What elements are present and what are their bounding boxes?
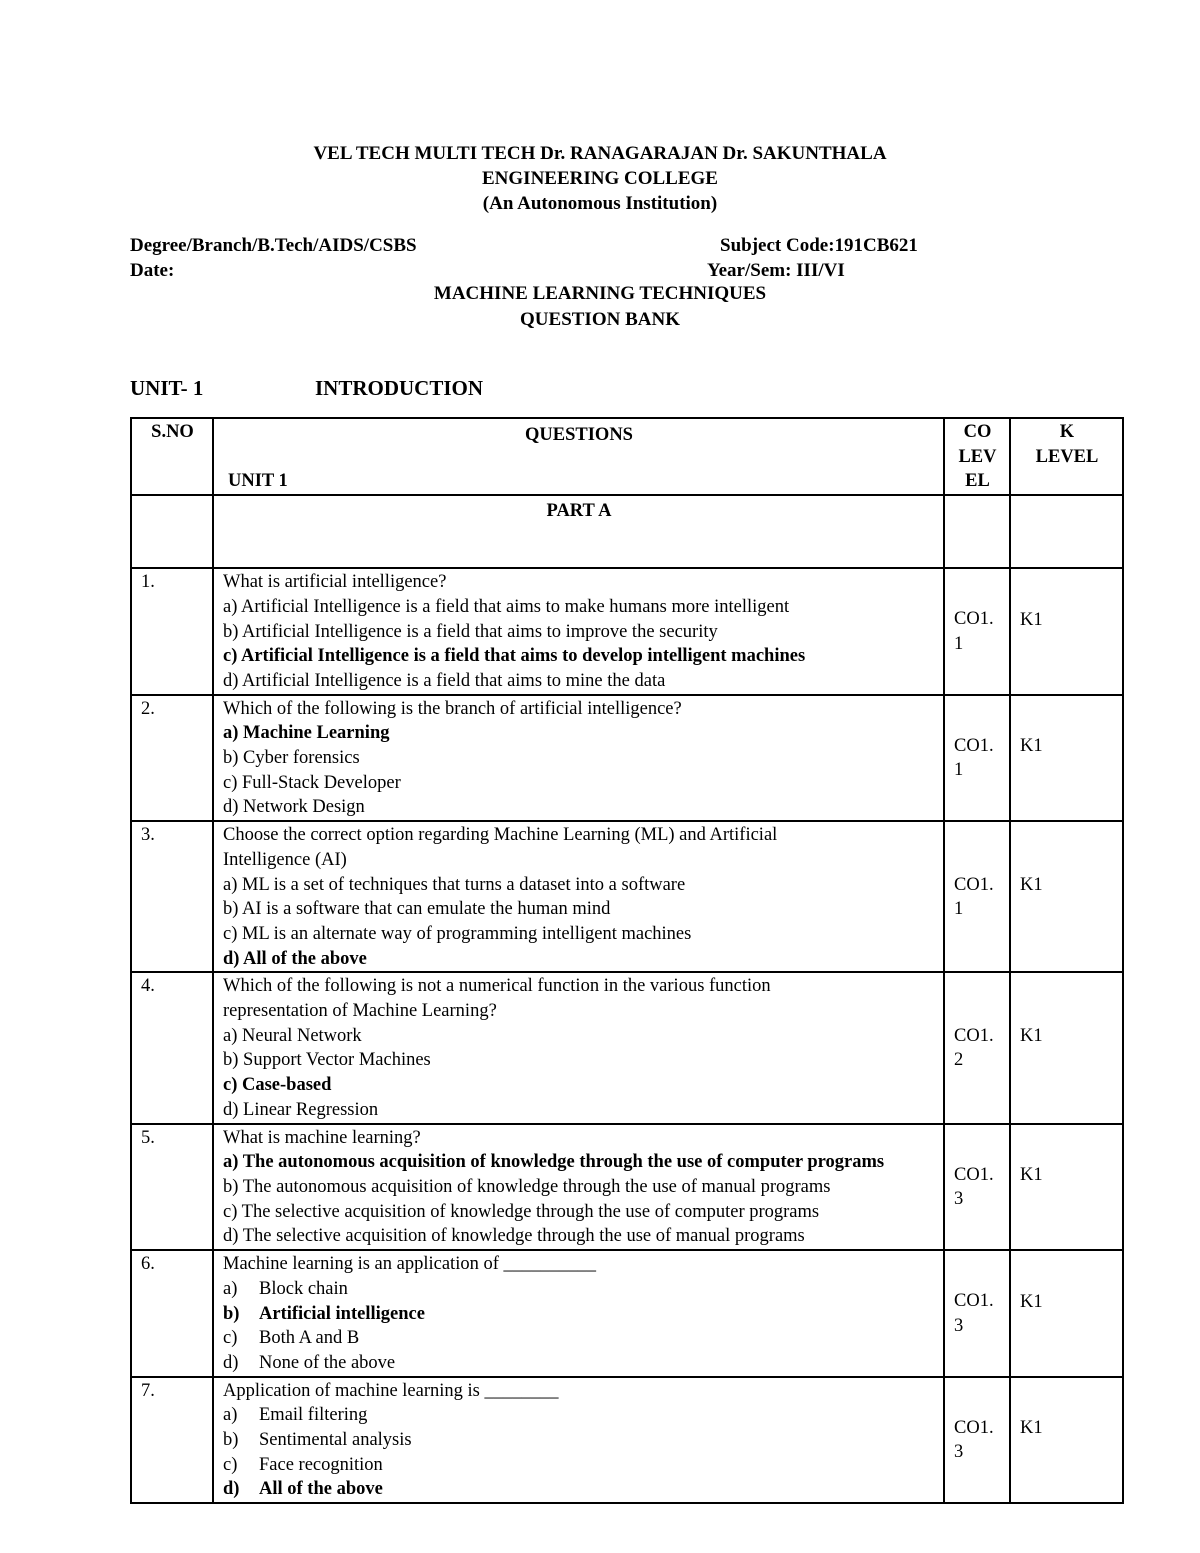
question-cell xyxy=(213,821,944,972)
question-text: Application of machine learning is ________ xyxy=(223,1380,559,1401)
option-text: Artificial intelligence xyxy=(259,1303,425,1324)
table-row xyxy=(131,972,1123,1123)
option-b: b) Artificial Intelligence is a field that aims to improve the security xyxy=(223,621,718,642)
question-text-line2: representation of Machine Learning? xyxy=(223,1001,497,1022)
question-number: 2. xyxy=(131,695,213,822)
option-a xyxy=(223,1277,935,1302)
co-number: 1 xyxy=(954,633,964,654)
part-a-label: PART A xyxy=(213,495,944,568)
co-code: CO1. xyxy=(954,874,994,895)
college-name-line1: VEL TECH MULTI TECH Dr. RANAGARAJAN Dr. SAKUNTHALA xyxy=(313,143,887,164)
co-header-line2: LEV xyxy=(958,446,997,467)
option-letter: d) xyxy=(223,1479,240,1500)
question-number: 3. xyxy=(131,821,213,972)
co-code: CO1. xyxy=(954,1417,994,1438)
question-number: 1. xyxy=(131,568,213,695)
option-c xyxy=(223,1326,935,1351)
co-code: CO1. xyxy=(954,1025,994,1046)
question-cell xyxy=(213,695,944,822)
k-header-line2: LEVEL xyxy=(1035,446,1099,467)
option-d: d) Network Design xyxy=(223,797,365,818)
option-a xyxy=(223,1403,935,1428)
table-header-row xyxy=(131,418,1123,495)
option-a: a) Neural Network xyxy=(223,1025,362,1046)
option-c xyxy=(223,1453,935,1478)
co-code: CO1. xyxy=(954,609,994,630)
question-cell xyxy=(213,972,944,1123)
option-letter: d) xyxy=(223,1352,239,1373)
option-b xyxy=(223,1428,935,1453)
co-number: 3 xyxy=(954,1442,964,1463)
k-level: K1 xyxy=(1010,821,1123,972)
co-number: 3 xyxy=(954,1315,964,1336)
option-letter: a) xyxy=(223,1278,238,1299)
table-row xyxy=(131,568,1123,695)
sno-header: S.NO xyxy=(131,418,213,495)
co-header-line1: CO xyxy=(963,422,992,442)
question-text: What is machine learning? xyxy=(223,1127,421,1148)
questions-header-label: QUESTIONS xyxy=(525,425,633,445)
question-text: Machine learning is an application of __________ xyxy=(223,1254,596,1275)
option-text: Block chain xyxy=(259,1278,348,1299)
co-level xyxy=(944,1250,1010,1377)
table-row xyxy=(131,1250,1123,1377)
college-name-line2: ENGINEERING COLLEGE xyxy=(482,168,718,189)
document-title: QUESTION BANK xyxy=(520,309,680,330)
k-level: K1 xyxy=(1010,695,1123,822)
option-b: b) Cyber forensics xyxy=(223,748,360,769)
option-letter: c) xyxy=(223,1454,238,1475)
k-level-header xyxy=(1010,418,1123,495)
co-code: CO1. xyxy=(954,1291,994,1312)
option-a-correct: a) Machine Learning xyxy=(223,723,390,744)
unit-name: INTRODUCTION xyxy=(315,376,484,400)
co-level xyxy=(944,972,1010,1123)
option-text: None of the above xyxy=(259,1352,396,1373)
option-text: Email filtering xyxy=(259,1405,368,1426)
question-text-line1: Choose the correct option regarding Machine Learning (ML) and Artificial xyxy=(223,825,778,846)
questions-header xyxy=(213,418,944,495)
co-code: CO1. xyxy=(954,1164,994,1185)
co-number: 1 xyxy=(954,760,964,781)
question-cell xyxy=(213,568,944,695)
option-b: b) AI is a software that can emulate the human mind xyxy=(223,899,611,920)
table-row xyxy=(131,821,1123,972)
option-text: Face recognition xyxy=(259,1454,383,1475)
co-level xyxy=(944,568,1010,695)
option-d-correct: d) All of the above xyxy=(223,948,367,969)
degree-branch: Degree/Branch/B.Tech/AIDS/CSBS xyxy=(130,235,417,256)
option-text: Sentimental analysis xyxy=(259,1430,412,1451)
k-level: K1 xyxy=(1010,1250,1123,1377)
co-level xyxy=(944,695,1010,822)
question-number: 7. xyxy=(131,1377,213,1504)
co-level xyxy=(944,1124,1010,1251)
co-level xyxy=(944,1377,1010,1504)
option-text: Both A and B xyxy=(259,1328,360,1349)
part-a-empty-co xyxy=(944,495,1010,568)
option-d xyxy=(223,1351,935,1376)
k-level: K1 xyxy=(1010,1124,1123,1251)
co-level-header xyxy=(944,418,1010,495)
option-c: c) ML is an alternate way of programming intelligent machines xyxy=(223,923,692,944)
k-level: K1 xyxy=(1010,972,1123,1123)
option-b: b) Support Vector Machines xyxy=(223,1050,431,1071)
course-title: MACHINE LEARNING TECHNIQUES xyxy=(433,283,767,304)
option-d-correct xyxy=(223,1477,935,1502)
option-c-correct: c) Artificial Intelligence is a field that aims to develop intelligent machines xyxy=(223,646,806,667)
option-letter: b) xyxy=(223,1430,239,1451)
question-number: 6. xyxy=(131,1250,213,1377)
date-label: Date: xyxy=(130,260,175,281)
co-number: 2 xyxy=(954,1050,964,1071)
option-a: a) Artificial Intelligence is a field that aims to make humans more intelligent xyxy=(223,596,790,617)
table-row xyxy=(131,1124,1123,1251)
question-cell xyxy=(213,1124,944,1251)
k-header-line1: K xyxy=(1059,422,1075,442)
option-c: c) Full-Stack Developer xyxy=(223,772,401,793)
question-number: 5. xyxy=(131,1124,213,1251)
subject-code: Subject Code:191CB621 xyxy=(720,235,918,256)
option-b: b) The autonomous acquisition of knowledge through the use of manual programs xyxy=(223,1176,831,1197)
institution-type: (An Autonomous Institution) xyxy=(482,193,718,214)
part-a-empty-sno xyxy=(131,495,213,568)
question-table xyxy=(130,417,1124,1504)
co-number: 1 xyxy=(954,899,964,920)
k-level: K1 xyxy=(1010,1377,1123,1504)
co-number: 3 xyxy=(954,1189,964,1210)
question-number: 4. xyxy=(131,972,213,1123)
option-d: d) Linear Regression xyxy=(223,1099,379,1120)
option-letter: c) xyxy=(223,1328,238,1349)
co-level xyxy=(944,821,1010,972)
part-a-row xyxy=(131,495,1123,568)
option-b-correct xyxy=(223,1302,935,1327)
option-letter: b) xyxy=(223,1303,240,1324)
option-letter: a) xyxy=(223,1405,238,1426)
option-c: c) The selective acquisition of knowledge through the use of computer programs xyxy=(223,1201,820,1222)
question-text-line2: Intelligence (AI) xyxy=(223,849,347,870)
option-a: a) ML is a set of techniques that turns a dataset into a software xyxy=(223,874,686,895)
table-row xyxy=(131,1377,1123,1504)
co-header-line3: EL xyxy=(965,471,990,492)
question-text: Which of the following is the branch of artificial intelligence? xyxy=(223,698,682,719)
question-cell xyxy=(213,1250,944,1377)
question-text: What is artificial intelligence? xyxy=(223,572,447,593)
table-row xyxy=(131,695,1123,822)
co-code: CO1. xyxy=(954,735,994,756)
part-a-empty-k xyxy=(1010,495,1123,568)
option-c-correct: c) Case-based xyxy=(223,1075,332,1096)
unit-subheader: UNIT 1 xyxy=(228,471,288,492)
question-text-line1: Which of the following is not a numerical function in the various function xyxy=(223,976,771,997)
option-text: All of the above xyxy=(259,1479,383,1500)
option-d: d) The selective acquisition of knowledge through the use of manual programs xyxy=(223,1226,805,1247)
question-cell xyxy=(213,1377,944,1504)
unit-label: UNIT- 1 xyxy=(130,376,204,400)
option-d: d) Artificial Intelligence is a field that aims to mine the data xyxy=(223,670,666,691)
year-sem: Year/Sem: III/VI xyxy=(707,260,845,281)
option-a-correct: a) The autonomous acquisition of knowledge through the use of computer programs xyxy=(223,1152,885,1173)
k-level: K1 xyxy=(1010,568,1123,695)
